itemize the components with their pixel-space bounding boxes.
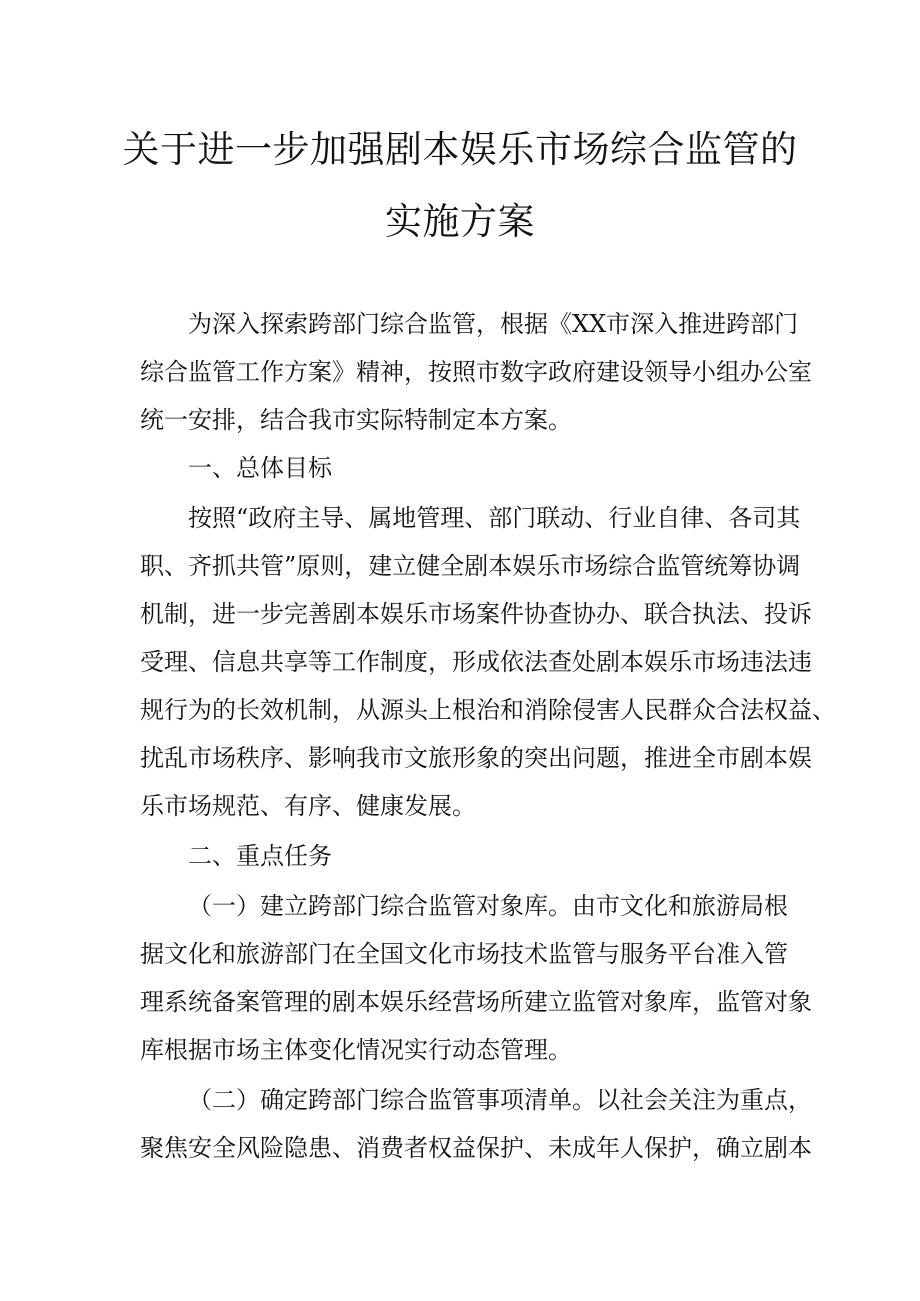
paragraph-intro-line-1: 为深入探索跨部门综合监管，根据《XX市深入推进跨部门 <box>188 310 799 338</box>
paragraph-task2-line-2: 聚焦安全风险隐患、消费者权益保护、未成年人保护，确立剧本 <box>140 1134 812 1162</box>
paragraph-goal-line-1: 按照“政府主导、属地管理、部门联动、行业自律、各司其 <box>188 504 801 532</box>
paragraph-task1-line-2: 据文化和旅游部门在全国文化市场技术监管与服务平台准入管 <box>140 940 788 968</box>
paragraph-goal-line-7: 乐市场规范、有序、健康发展。 <box>140 792 476 820</box>
paragraph-goal-line-4: 受理、信息共享等工作制度，形成依法查处剧本娱乐市场违法违 <box>140 648 812 676</box>
paragraph-task1-line-3: 理系统备案管理的剧本娱乐经营场所建立监管对象库，监管对象 <box>140 988 812 1016</box>
paragraph-task1-line-1: （一）建立跨部门综合监管对象库。由市文化和旅游局根 <box>188 892 788 920</box>
paragraph-task1-line-4: 库根据市场主体变化情况实行动态管理。 <box>140 1036 572 1064</box>
paragraph-goal-line-2: 职、齐抓共管”原则，建立健全剧本娱乐市场综合监管统筹协调 <box>140 552 801 580</box>
document-title-line-2: 实施方案 <box>385 200 535 243</box>
section-heading-general-goal: 一、总体目标 <box>188 454 332 482</box>
paragraph-goal-line-3: 机制，进一步完善剧本娱乐市场案件协查协办、联合执法、投诉 <box>140 600 812 628</box>
paragraph-task2-line-1: （二）确定跨部门综合监管事项清单。以社会关注为重点， <box>188 1086 812 1114</box>
paragraph-goal-line-6: 扰乱市场秩序、影响我市文旅形象的突出问题，推进全市剧本娱 <box>140 744 812 772</box>
paragraph-intro-line-2: 综合监管工作方案》精神，按照市数字政府建设领导小组办公室 <box>140 358 812 386</box>
section-heading-key-tasks: 二、重点任务 <box>188 842 332 870</box>
paragraph-goal-line-5: 规行为的长效机制，从源头上根治和消除侵害人民群众合法权益、 <box>140 696 836 724</box>
document-title-line-1: 关于进一步加强剧本娱乐市场综合监管的 <box>122 128 798 171</box>
paragraph-intro-line-3: 统一安排，结合我市实际特制定本方案。 <box>140 406 572 434</box>
